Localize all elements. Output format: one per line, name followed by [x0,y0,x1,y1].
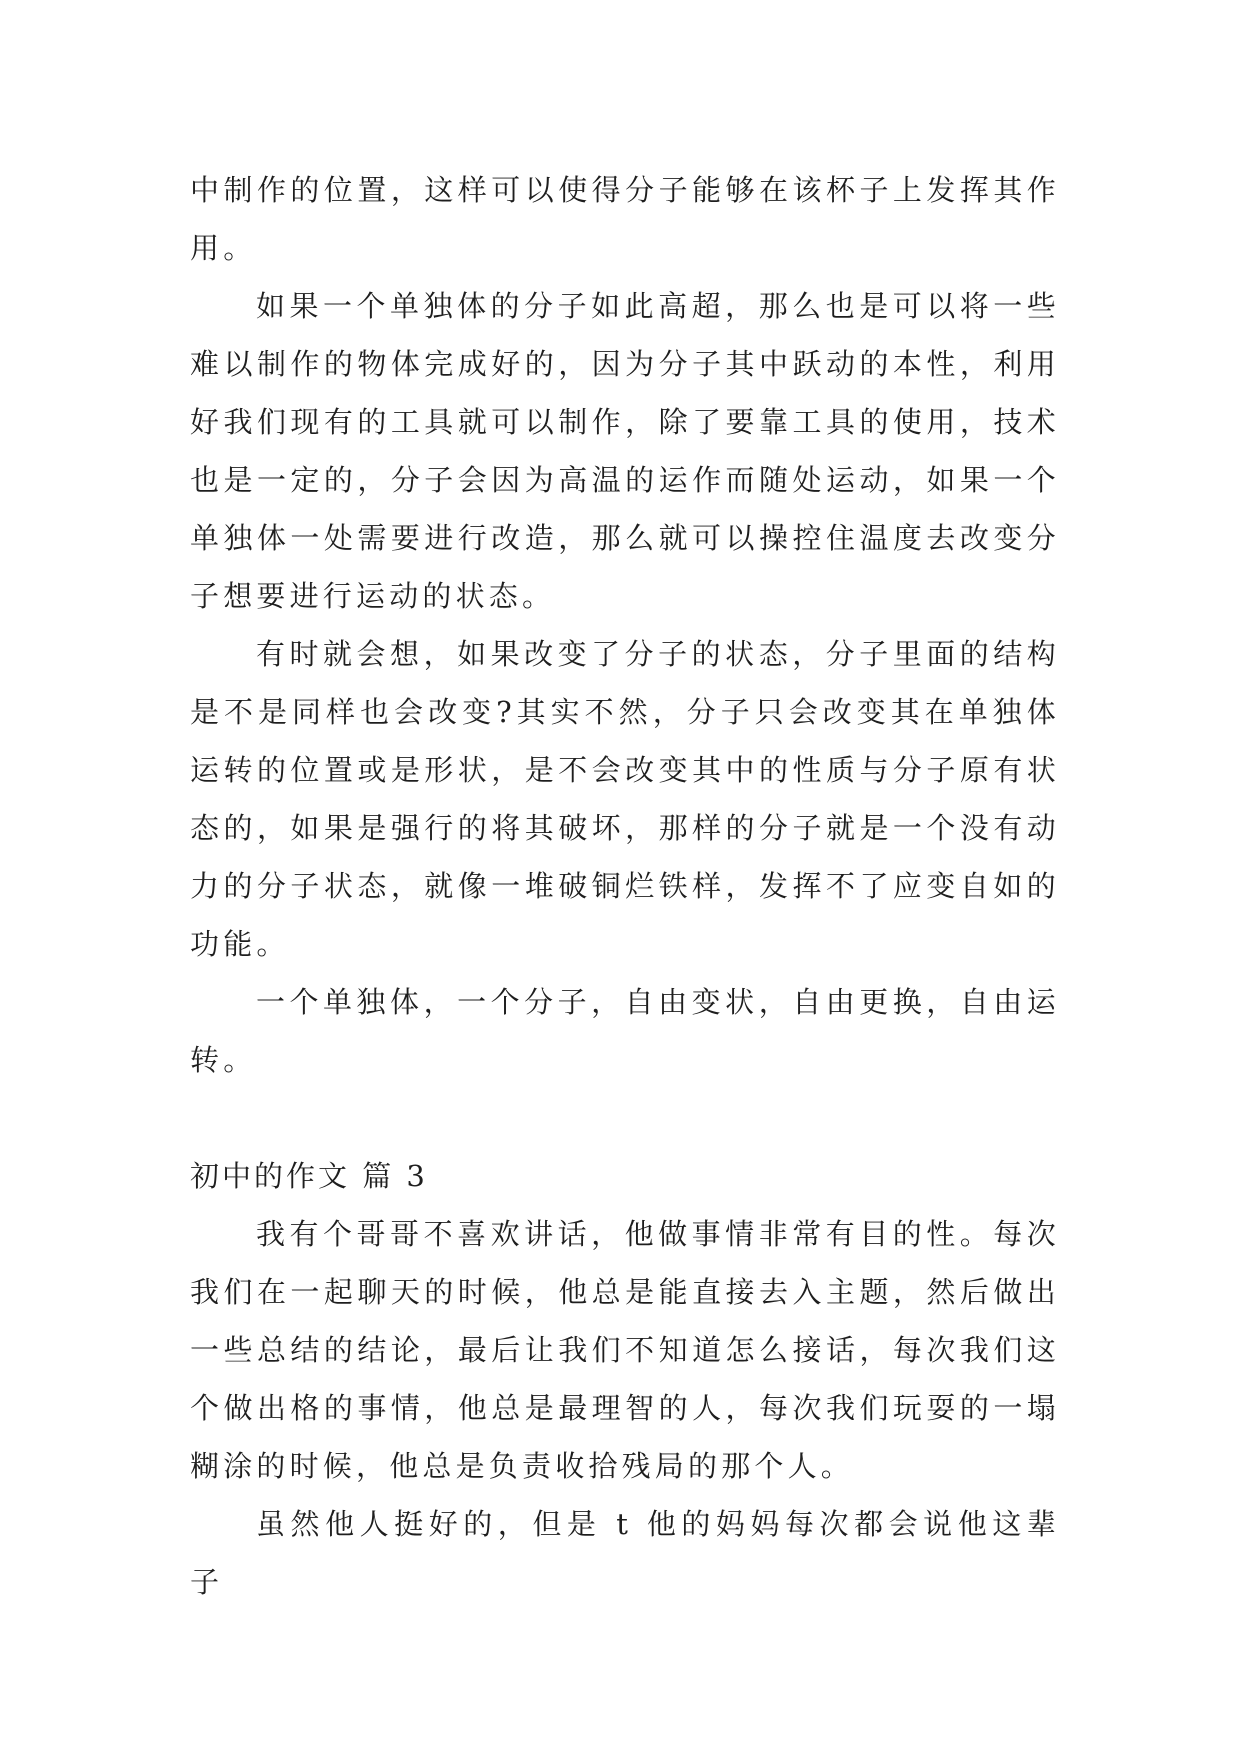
section-heading: 初中的作文 篇 3 [190,1159,428,1193]
section-spacer [190,1089,1060,1147]
paragraph-brother-mother: 虽然他人挺好的，但是 t 他的妈妈每次都会说他这辈子 [190,1507,1060,1599]
paragraph-molecule-state: 有时就会想，如果改变了分子的状态，分子里面的结构是不是同样也会改变?其实不然，分子只会改变其在单独体运转的位置或是形状，是不会改变其中的性质与分子原有状态的，如果是强行的将其破坏，那样的分子就是一个没有动力的分子状态，就像一堆破铜烂铁样，发挥不了应变自如的功能。 [190,637,1060,961]
paragraph-continuation: 中制作的位置，这样可以使得分子能够在该杯子上发挥其作用。 [190,173,1060,265]
paragraph-single-body-molecule: 如果一个单独体的分子如此高超，那么也是可以将一些难以制作的物体完成好的，因为分子其中跃动的本性，利用好我们现有的工具就可以制作，除了要靠工具的使用，技术也是一定的，分子会因为高温的运作而随处运动，如果一个单独体一处需要进行改造，那么就可以操控住温度去改变分子想要进行运动的状态。 [190,289,1060,613]
paragraph-brother-intro: 我有个哥哥不喜欢讲话，他做事情非常有目的性。每次我们在一起聊天的时候，他总是能直接去入主题，然后做出一些总结的结论，最后让我们不知道怎么接话，每次我们这个做出格的事情，他总是最理智的人，每次我们玩耍的一塌糊涂的时候，他总是负责收拾残局的那个人。 [190,1217,1060,1483]
document-body [190,161,1060,1611]
paragraph-free-transform: 一个单独体，一个分子，自由变状，自由更换，自由运转。 [190,985,1060,1077]
